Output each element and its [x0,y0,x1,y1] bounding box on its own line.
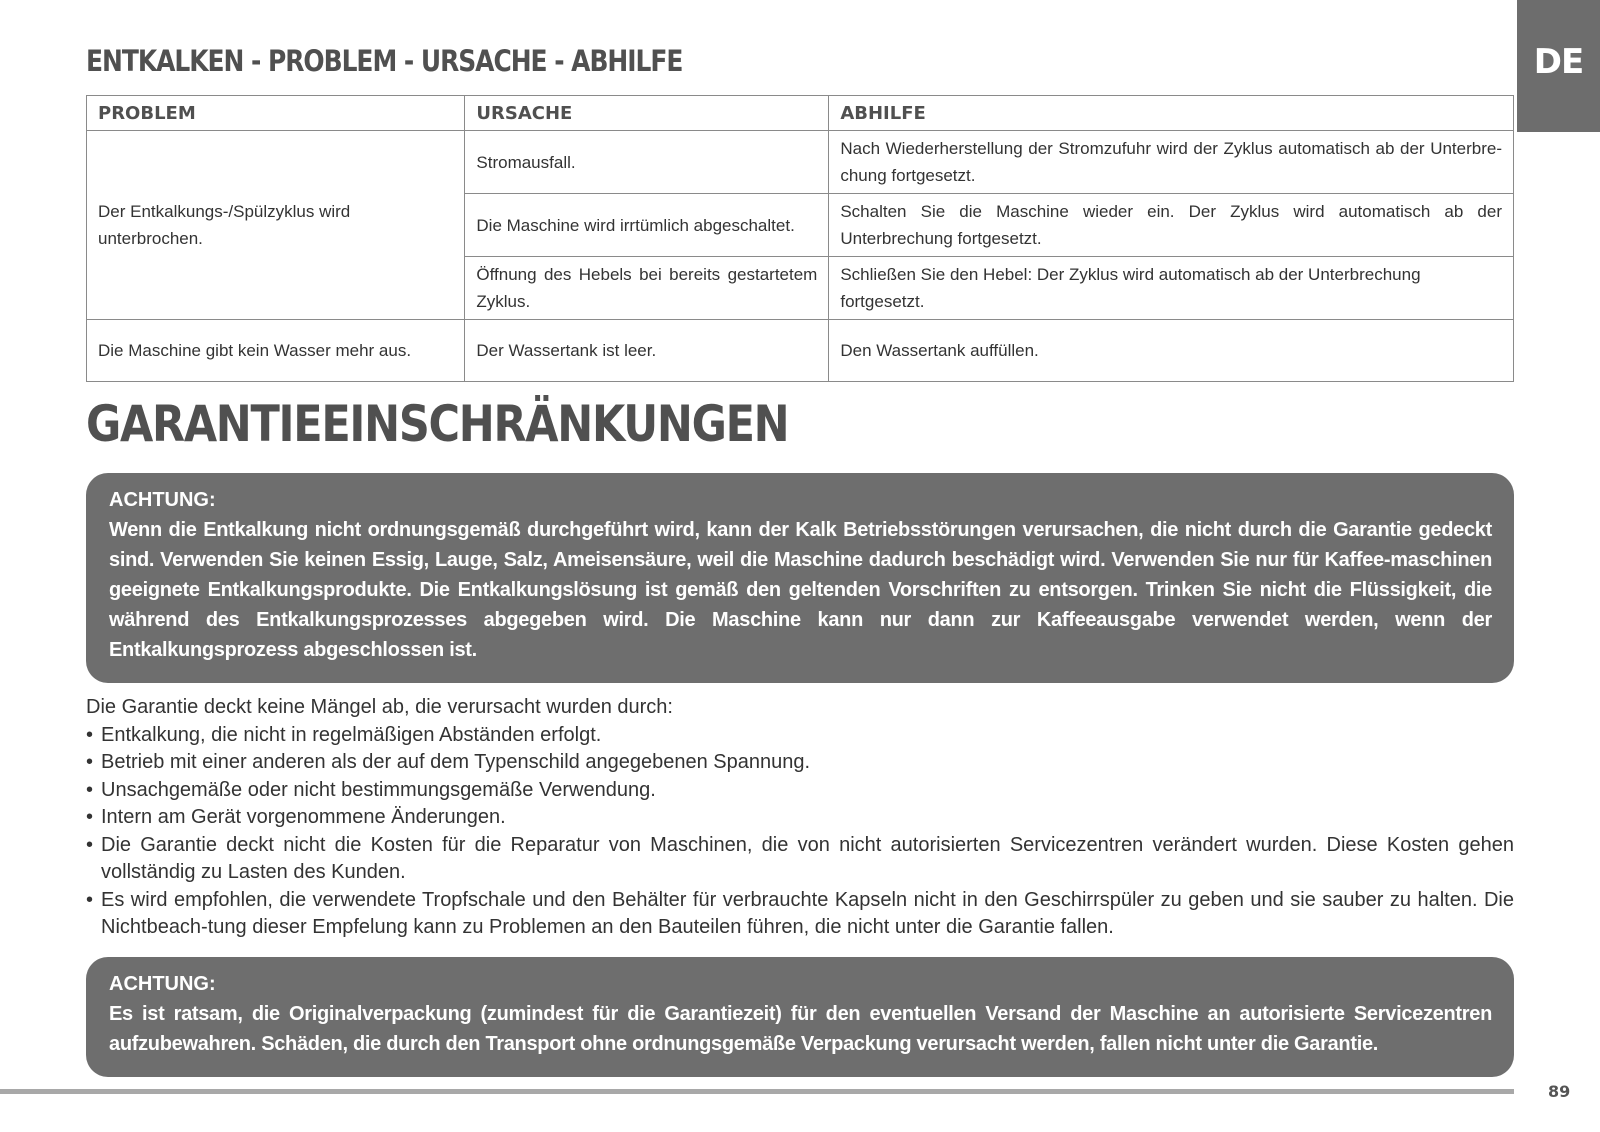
list-item: • Intern am Gerät vorgenommene Änderungen. [86,804,1514,832]
problem-cell: Die Maschine gibt kein Wasser mehr aus. [87,320,465,382]
list-item: • Die Garantie deckt nicht die Kosten für die Reparatur von Maschinen, die von nicht autorisierten Servicezentren verändert wurden. Diese Kosten gehen vollständig zu Lasten des Kunden. [86,832,1514,887]
page-number: 89 [1548,1082,1571,1101]
list-item: • Betrieb mit einer anderen als der auf dem Typenschild angegebenen Spannung. [86,749,1514,777]
warning-text: Wenn die Entkalkung nicht ordnungsgemäß durchgeführt wird, kann der Kalk Betriebsstörungen verursachen, die nicht durch die Garantie gedeckt sind. Verwenden Sie keinen Essig, Lauge, Salz, Ameisensäure, weil die Maschine dadurch beschädigt wird. Verwenden Sie nur für Kaffee-maschinen geeignete Entkalkungsprodukte. Die Entkalkungslösung ist gemäß den geltenden Vorschriften zu entsorgen. Trinken Sie nicht die Flüssigkeit, die während des Entkalkungsprozesses abgegeben wird. Die Maschine kann nur dann zur Kaffeeausgabe verwendet werden, wenn der Entkalkungsprozess abgeschlossen ist. [109,519,1492,661]
warning-box [86,957,1514,1077]
header-problem: PROBLEM [87,96,465,131]
remedy-cell: Schließen Sie den Hebel: Der Zyklus wird automatisch ab der Unterbrechung fortgesetzt. [829,257,1514,320]
warranty-title: GARANTIEEINSCHRÄNKUNGEN [86,395,789,453]
header-remedy: ABHILFE [829,96,1514,131]
list-item: • Entkalkung, die nicht in regelmäßigen Abständen erfolgt. [86,722,1514,750]
list-item: • Unsachgemäße oder nicht bestimmungsgemäße Verwendung. [86,777,1514,805]
cause-cell: Die Maschine wird irrtümlich abgeschaltet. [465,194,829,257]
table-header-row [87,96,1514,131]
warranty-body [86,694,1514,942]
cause-cell: Stromausfall. [465,131,829,194]
remedy-cell: Den Wassertank auffüllen. [829,320,1514,382]
list-item: • Es wird empfohlen, die verwendete Tropfschale und den Behälter für verbrauchte Kapseln nicht in den Geschirrspüler zu geben und sie sauber zu halten. Die Nichtbeach-tung dieser Empfelung kann zu Problemen an den Bauteilen führen, die nicht unter die Garantie fallen. [86,887,1514,942]
warning-box [86,473,1514,683]
language-tab: DE [1517,0,1600,132]
table-row [87,131,1514,194]
cause-cell: Öffnung des Hebels bei bereits gestartetem Zyklus. [465,257,829,320]
warning-heading: ACHTUNG: [109,489,216,511]
cause-cell: Der Wassertank ist leer. [465,320,829,382]
table-row [87,320,1514,382]
remedy-cell: Nach Wiederherstellung der Stromzufuhr wird der Zyklus automatisch ab der Unterbre-chung fortgesetzt. [829,131,1514,194]
problem-cell: Der Entkalkungs-/Spülzyklus wird unterbrochen. [87,131,465,320]
warranty-list [86,722,1514,942]
section-title: ENTKALKEN - PROBLEM - URSACHE - ABHILFE [86,44,683,78]
warranty-intro: Die Garantie deckt keine Mängel ab, die verursacht wurden durch: [86,696,673,718]
remedy-cell: Schalten Sie die Maschine wieder ein. Der Zyklus wird automatisch ab der Unterbrechung fortgesetzt. [829,194,1514,257]
footer-divider [0,1089,1514,1094]
header-cause: URSACHE [465,96,829,131]
warning-text: Es ist ratsam, die Originalverpackung (zumindest für die Garantiezeit) für den eventuellen Versand der Maschine an autorisierte Servicezentren aufzubewahren. Schäden, die durch den Transport ohne ordnungsgemäße Verpackung verursacht werden, fallen nicht unter die Garantie. [109,1003,1492,1055]
warning-heading: ACHTUNG: [109,973,216,995]
troubleshooting-table [86,95,1514,382]
